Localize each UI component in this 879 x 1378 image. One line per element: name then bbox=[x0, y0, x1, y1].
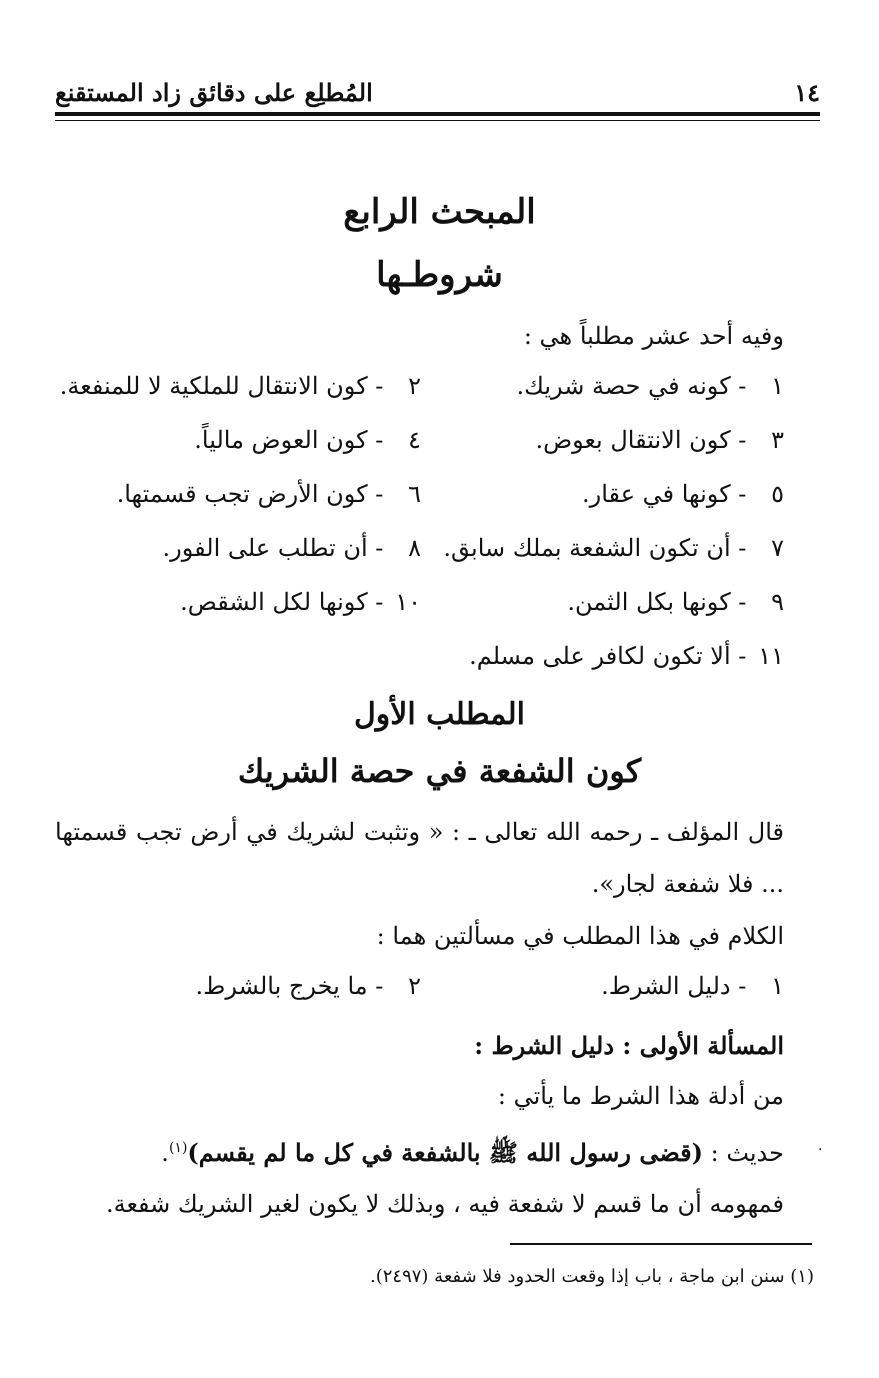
condition-item bbox=[443, 534, 784, 562]
condition-number: ٥ bbox=[771, 480, 784, 508]
condition-item bbox=[163, 534, 421, 562]
condition-item bbox=[194, 426, 421, 454]
condition-number: ٣ bbox=[771, 426, 784, 454]
page-number: ١٤ bbox=[794, 78, 820, 107]
condition-number: ١١ bbox=[758, 642, 784, 670]
condition-text: - كون الانتقال بعوض. bbox=[535, 426, 747, 454]
condition-number: ٤ bbox=[408, 426, 421, 454]
issue-text: - دليل الشرط. bbox=[601, 972, 747, 1000]
footnote: (١) سنن ابن ماجة ، باب إذا وقعت الحدود فلا شفعة (٢٤٩٧). bbox=[370, 1266, 814, 1287]
margin-mark: · bbox=[818, 1142, 823, 1158]
chapter-subheading: شروطـها bbox=[376, 255, 503, 295]
hadith-suffix: . bbox=[161, 1139, 169, 1167]
condition-number: ٨ bbox=[408, 534, 421, 562]
condition-number: ٦ bbox=[408, 480, 421, 508]
issue-number: ١ bbox=[771, 972, 784, 1000]
issue-text: - ما يخرج بالشرط. bbox=[195, 972, 384, 1000]
condition-item bbox=[516, 372, 784, 400]
condition-item bbox=[117, 480, 421, 508]
evidence-intro: من أدلة هذا الشرط ما يأتي : bbox=[497, 1082, 784, 1110]
condition-text: - كون الأرض تجب قسمتها. bbox=[116, 480, 384, 508]
condition-item bbox=[469, 642, 784, 670]
hadith-line bbox=[55, 1130, 784, 1171]
hadith-text: (قضى رسول الله ﷺ بالشفعة في كل ما لم يقسم) bbox=[187, 1138, 703, 1167]
issue-item bbox=[601, 972, 784, 1000]
condition-item bbox=[582, 480, 784, 508]
condition-text: - كون الانتقال للملكية لا للمنفعة. bbox=[59, 372, 384, 400]
condition-item bbox=[567, 588, 784, 616]
issue-number: ٢ bbox=[408, 972, 421, 1000]
issue-item bbox=[196, 972, 422, 1000]
header-rule-thick bbox=[55, 112, 820, 116]
condition-text: - كونه في حصة شريك. bbox=[516, 372, 747, 400]
condition-text: - كون العوض مالياً. bbox=[194, 426, 384, 454]
footnote-ref[interactable]: (١) bbox=[168, 1140, 188, 1156]
condition-number: ١٠ bbox=[395, 588, 421, 616]
condition-text: - أن تكون الشفعة بملك سابق. bbox=[443, 534, 747, 562]
section-heading: المطلب الأول bbox=[354, 697, 525, 732]
hadith-prefix: حديث : bbox=[702, 1139, 784, 1167]
condition-item bbox=[60, 372, 421, 400]
condition-item bbox=[180, 588, 421, 616]
page-header bbox=[55, 78, 820, 108]
condition-text: - كونها في عقار. bbox=[582, 480, 747, 508]
condition-text: - كونها لكل الشقص. bbox=[180, 588, 384, 616]
condition-number: ٩ bbox=[771, 588, 784, 616]
running-title: المُطلِع على دقائق زاد المستقنع bbox=[55, 78, 373, 107]
condition-text: - كونها بكل الثمن. bbox=[567, 588, 747, 616]
intro-line: وفيه أحد عشر مطلباً هي : bbox=[523, 322, 784, 350]
header-rule-thin bbox=[55, 120, 820, 121]
condition-number: ١ bbox=[771, 372, 784, 400]
condition-text: - أن تطلب على الفور. bbox=[162, 534, 384, 562]
section-title: كون الشفعة في حصة الشريك bbox=[237, 752, 642, 790]
author-quote: قال المؤلف ـ رحمه الله تعالى ـ : « وتثبت لشريك في أرض تجب قسمتها ... فلا شفعة لجار». bbox=[55, 818, 785, 898]
footnote-rule bbox=[510, 1243, 812, 1245]
conclusion-line: فمهومه أن ما قسم لا شفعة فيه ، وبذلك لا يكون لغير الشريك شفعة. bbox=[105, 1190, 784, 1218]
condition-number: ٢ bbox=[408, 372, 421, 400]
issue1-heading: المسألة الأولى : دليل الشرط : bbox=[474, 1031, 784, 1060]
chapter-heading: المبحث الرابع bbox=[343, 192, 536, 232]
condition-item bbox=[535, 426, 784, 454]
condition-number: ٧ bbox=[771, 534, 784, 562]
issues-intro: الكلام في هذا المطلب في مسألتين هما : bbox=[376, 922, 784, 950]
condition-text: - ألا تكون لكافر على مسلم. bbox=[469, 642, 747, 670]
